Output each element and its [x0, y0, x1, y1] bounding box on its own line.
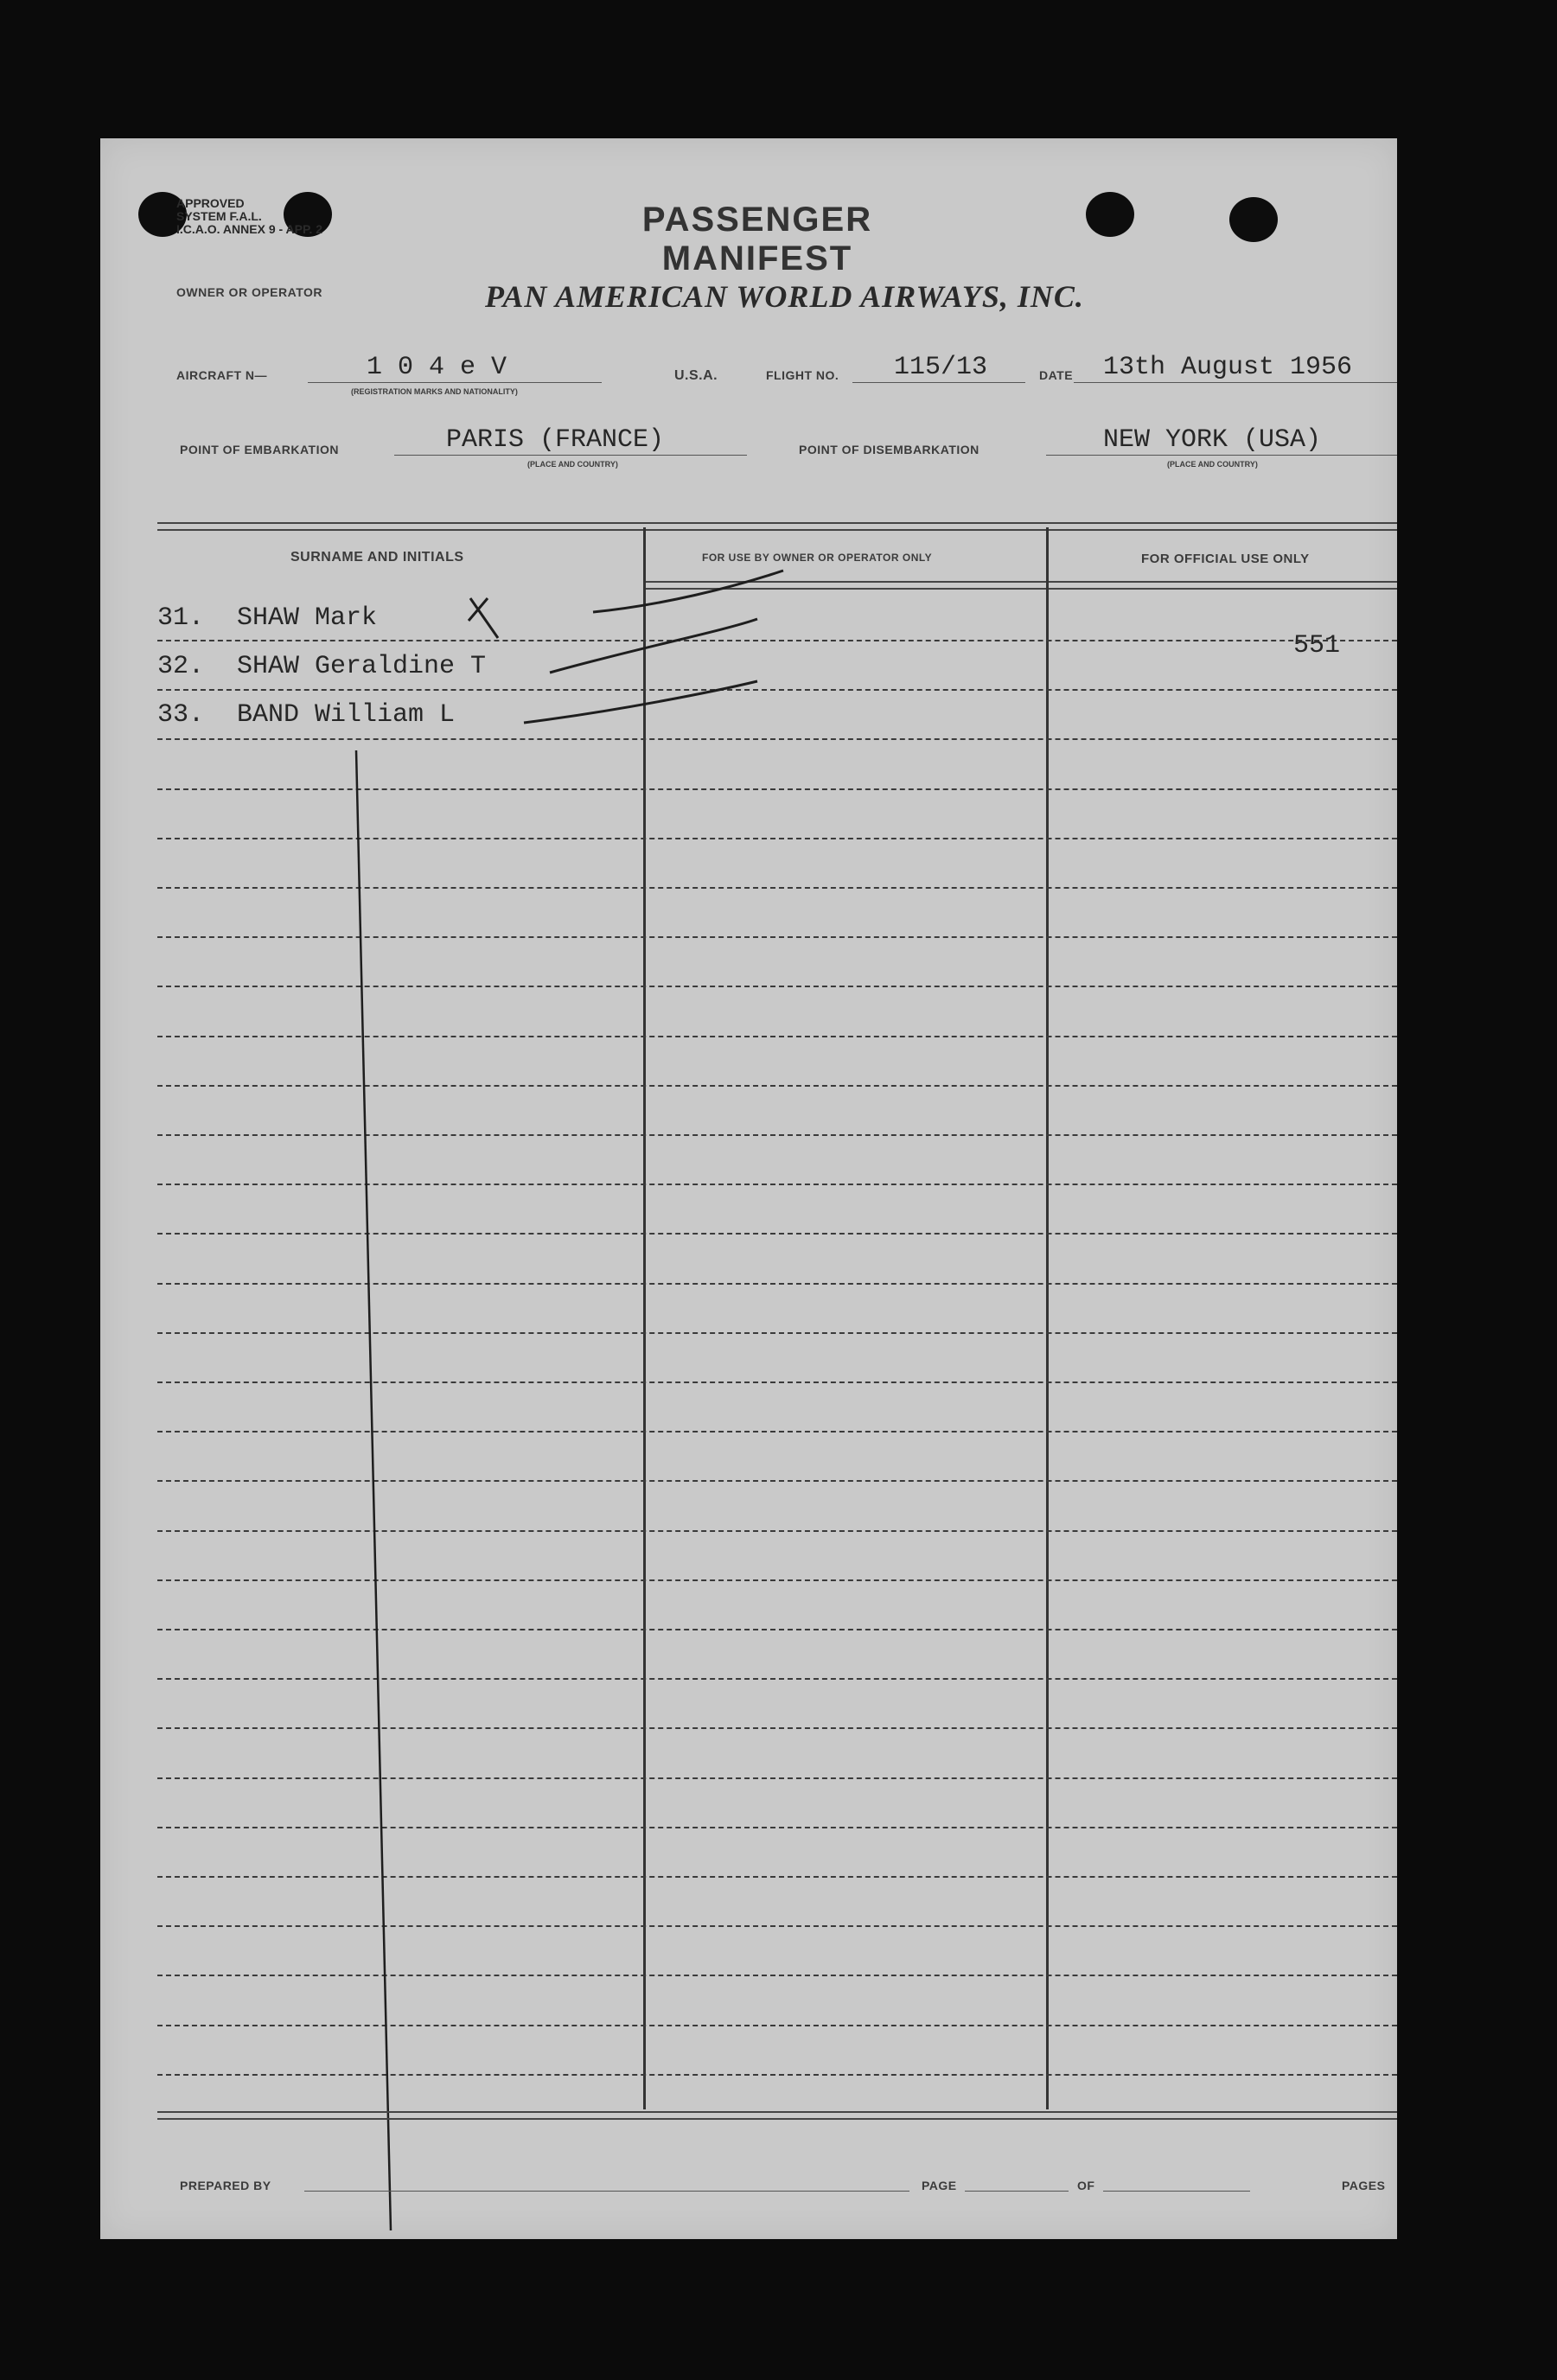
aircraft-value: 1 0 4 e V: [367, 353, 507, 382]
check-mark-row-31: [469, 598, 498, 638]
handwritten-marks: [100, 138, 1397, 2239]
official-note: 551: [1293, 631, 1341, 660]
disembark-caption: (PLACE AND COUNTRY): [1167, 460, 1258, 469]
page-underline: [965, 2191, 1069, 2192]
date-label: DATE: [1039, 368, 1074, 382]
embark-caption: (PLACE AND COUNTRY): [527, 460, 618, 469]
passenger-name: SHAW Mark: [237, 603, 378, 633]
flight-value: 115/13: [894, 353, 988, 382]
page-label: PAGE: [922, 2179, 957, 2192]
embark-value: PARIS (FRANCE): [446, 425, 665, 455]
pen-stroke-row-32: [550, 619, 757, 673]
registration-caption: (REGISTRATION MARKS AND NATIONALITY): [351, 387, 518, 396]
owner-label: OWNER OR OPERATOR: [176, 285, 322, 299]
disembark-label: POINT OF DISEMBARKATION: [799, 443, 980, 456]
column-header-official: FOR OFFICIAL USE ONLY: [1141, 552, 1310, 566]
flight-label: FLIGHT NO.: [766, 368, 839, 382]
passenger-name: BAND William L: [237, 700, 456, 730]
of-label: OF: [1077, 2179, 1095, 2192]
passenger-number: 32.: [157, 652, 205, 681]
operator-name: PAN AMERICAN WORLD AIRWAYS, INC.: [485, 279, 1084, 314]
prepared-by-label: PREPARED BY: [180, 2179, 271, 2192]
column-header-name: SURNAME AND INITIALS: [290, 550, 464, 565]
manifest-sheet: [100, 138, 1397, 2239]
pen-stroke-vertical: [356, 750, 391, 2230]
pages-label: PAGES: [1342, 2179, 1386, 2192]
form-title: PASSENGER MANIFEST: [641, 201, 873, 278]
passenger-number: 33.: [157, 700, 205, 730]
prepared-by-underline: [304, 2191, 909, 2192]
date-value: 13th August 1956: [1103, 353, 1353, 382]
nationality-value: U.S.A.: [674, 368, 718, 383]
column-header-operator: FOR USE BY OWNER OR OPERATOR ONLY: [702, 552, 933, 564]
embark-label: POINT OF EMBARKATION: [180, 443, 339, 456]
aircraft-label: AIRCRAFT N—: [176, 368, 268, 382]
approved-stamp: APPROVED SYSTEM F.A.L. I.C.A.O. ANNEX 9 - APP. 2: [176, 196, 323, 236]
of-underline: [1103, 2191, 1250, 2192]
passenger-number: 31.: [157, 603, 205, 633]
pen-stroke-row-33: [524, 681, 757, 723]
pen-stroke-row-31: [593, 571, 783, 612]
table-bottom-rule: [157, 2111, 1397, 2120]
disembark-value: NEW YORK (USA): [1103, 425, 1322, 455]
passenger-name: SHAW Geraldine T: [237, 652, 487, 681]
